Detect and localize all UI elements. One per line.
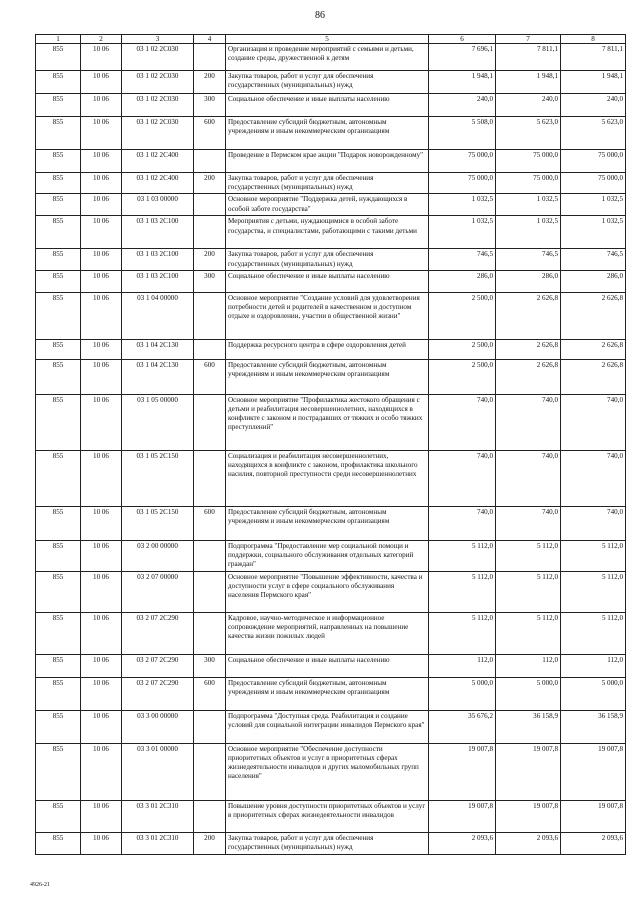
cell-amount-year3: 5 112,0 [561,571,626,612]
cell-target-code: 03 1 02 2C030 [122,94,194,117]
cell-amount-year1: 2 500,0 [429,339,496,359]
cell-amount-year2: 2 626,8 [496,339,561,359]
cell-amount-year1: 5 000,0 [429,677,496,710]
cell-amount-year3: 5 623,0 [561,117,626,150]
cell-amount-year2: 19 007,8 [496,800,561,832]
cell-expense-type [194,710,226,743]
cell-amount-year1: 2 500,0 [429,292,496,339]
cell-expense-type [194,44,226,71]
cell-description: Закупка товаров, работ и услуг для обеспечения государственных (муниципальных) нужд [226,173,429,194]
cell-amount-year3: 2 626,8 [561,292,626,339]
cell-target-code: 03 1 05 2C150 [122,506,194,540]
cell-section-code: 10 06 [81,654,122,677]
cell-amount-year3: 19 007,8 [561,800,626,832]
cell-section-code: 10 06 [81,677,122,710]
cell-amount-year1: 1 032,5 [429,216,496,249]
cell-target-code: 03 1 02 2C030 [122,117,194,150]
table-row [36,117,626,150]
cell-target-code: 03 3 01 2C310 [122,832,194,854]
column-number-row [36,35,626,44]
cell-admin-code: 855 [36,710,81,743]
cell-amount-year1: 35 676,2 [429,710,496,743]
cell-section-code: 10 06 [81,394,122,450]
cell-admin-code: 855 [36,394,81,450]
cell-section-code: 10 06 [81,612,122,654]
cell-section-code: 10 06 [81,832,122,854]
cell-section-code: 10 06 [81,339,122,359]
cell-amount-year2: 240,0 [496,94,561,117]
cell-target-code: 03 1 02 2C030 [122,44,194,71]
cell-target-code: 03 2 07 2C290 [122,654,194,677]
cell-amount-year3: 746,5 [561,249,626,270]
cell-amount-year2: 19 007,8 [496,743,561,800]
cell-admin-code: 855 [36,450,81,506]
table-row [36,292,626,339]
cell-description: Закупка товаров, работ и услуг для обеспечения государственных (муниципальных) нужд [226,71,429,94]
cell-admin-code: 855 [36,800,81,832]
cell-section-code: 10 06 [81,506,122,540]
cell-target-code: 03 1 04 2C130 [122,359,194,394]
table-row [36,249,626,270]
cell-target-code: 03 1 02 2C400 [122,150,194,173]
table-header [36,35,626,44]
cell-description: Проведение в Пермском крае акции "Подарок новорожденному" [226,150,429,173]
cell-target-code: 03 3 00 00000 [122,710,194,743]
column-header: 3 [122,35,194,44]
cell-amount-year3: 75 000,0 [561,173,626,194]
cell-amount-year2: 740,0 [496,506,561,540]
cell-description: Основное мероприятие "Профилактика жестокого обращения с детьми и реабилитация несовершеннолетних, находящихся в конфликте с законом и пострадавших от тяжких и особо тяжких преступлений" [226,394,429,450]
cell-target-code: 03 1 03 2C100 [122,249,194,270]
cell-target-code: 03 1 04 00000 [122,292,194,339]
cell-amount-year3: 740,0 [561,394,626,450]
cell-amount-year3: 2 626,8 [561,339,626,359]
cell-section-code: 10 06 [81,44,122,71]
cell-description: Мероприятия с детьми, нуждающимися в особой заботе государства, и специалистами, работающими с такими детьми [226,216,429,249]
cell-target-code: 03 1 03 00000 [122,194,194,216]
cell-amount-year1: 746,5 [429,249,496,270]
cell-target-code: 03 1 05 00000 [122,394,194,450]
cell-target-code: 03 3 01 00000 [122,743,194,800]
cell-target-code: 03 1 03 2C100 [122,216,194,249]
cell-amount-year1: 112,0 [429,654,496,677]
cell-admin-code: 855 [36,71,81,94]
cell-admin-code: 855 [36,832,81,854]
cell-amount-year3: 19 007,8 [561,743,626,800]
cell-admin-code: 855 [36,173,81,194]
cell-admin-code: 855 [36,44,81,71]
column-header: 5 [226,35,429,44]
column-header: 4 [194,35,226,44]
cell-description: Поддержка ресурсного центра в сфере оздоровления детей [226,339,429,359]
cell-amount-year1: 1 948,1 [429,71,496,94]
cell-description: Социальное обеспечение и иные выплаты населению [226,654,429,677]
cell-amount-year2: 1 032,5 [496,216,561,249]
cell-amount-year1: 286,0 [429,270,496,292]
cell-admin-code: 855 [36,743,81,800]
cell-admin-code: 855 [36,654,81,677]
budget-table [35,34,626,855]
page-number: 86 [315,10,325,21]
document-code: 4926-21 [30,882,50,888]
cell-expense-type: 600 [194,677,226,710]
cell-amount-year2: 1 948,1 [496,71,561,94]
cell-admin-code: 855 [36,249,81,270]
cell-amount-year2: 5 112,0 [496,540,561,571]
cell-admin-code: 855 [36,117,81,150]
cell-amount-year3: 5 112,0 [561,612,626,654]
cell-description: Организация и проведение мероприятий с семьями и детьми, создание среды, дружественной к детям [226,44,429,71]
cell-amount-year2: 75 000,0 [496,173,561,194]
cell-admin-code: 855 [36,150,81,173]
cell-target-code: 03 1 02 2C030 [122,71,194,94]
cell-amount-year2: 1 032,5 [496,194,561,216]
cell-expense-type [194,743,226,800]
cell-admin-code: 855 [36,194,81,216]
table-row [36,173,626,194]
cell-amount-year2: 5 000,0 [496,677,561,710]
column-header: 1 [36,35,81,44]
cell-amount-year2: 75 000,0 [496,150,561,173]
cell-amount-year2: 2 093,6 [496,832,561,854]
cell-amount-year2: 5 112,0 [496,571,561,612]
table-row [36,450,626,506]
cell-section-code: 10 06 [81,800,122,832]
cell-amount-year1: 740,0 [429,450,496,506]
column-header: 8 [561,35,626,44]
cell-amount-year1: 5 112,0 [429,612,496,654]
table-row [36,359,626,394]
cell-expense-type [194,150,226,173]
cell-target-code: 03 2 07 2C290 [122,677,194,710]
cell-amount-year2: 7 811,1 [496,44,561,71]
cell-section-code: 10 06 [81,94,122,117]
cell-expense-type [194,216,226,249]
cell-amount-year2: 286,0 [496,270,561,292]
cell-expense-type: 300 [194,94,226,117]
cell-amount-year3: 1 032,5 [561,216,626,249]
cell-description: Предоставление субсидий бюджетным, автономным учреждениям и иным некоммерческим организациям [226,359,429,394]
table-row [36,270,626,292]
table-body [36,44,626,855]
cell-description: Социализация и реабилитация несовершеннолетних, находящихся в конфликте с законом, профилактика школьного насилия, повторной преступности среди несовершеннолетних [226,450,429,506]
table-row [36,800,626,832]
table-row [36,743,626,800]
cell-expense-type [194,800,226,832]
column-header: 2 [81,35,122,44]
table-row [36,339,626,359]
cell-amount-year3: 286,0 [561,270,626,292]
table-row [36,194,626,216]
cell-amount-year2: 5 623,0 [496,117,561,150]
cell-admin-code: 855 [36,571,81,612]
cell-amount-year1: 75 000,0 [429,173,496,194]
cell-amount-year3: 5 112,0 [561,540,626,571]
cell-expense-type: 300 [194,270,226,292]
cell-target-code: 03 1 05 2C150 [122,450,194,506]
cell-expense-type: 600 [194,506,226,540]
cell-expense-type: 200 [194,249,226,270]
cell-amount-year3: 5 000,0 [561,677,626,710]
cell-amount-year1: 5 112,0 [429,540,496,571]
table-row [36,150,626,173]
cell-amount-year3: 740,0 [561,450,626,506]
cell-amount-year3: 75 000,0 [561,150,626,173]
table-row [36,677,626,710]
cell-description: Предоставление субсидий бюджетным, автономным учреждениям и иным некоммерческим организациям [226,117,429,150]
table-row [36,44,626,71]
table-row [36,710,626,743]
cell-amount-year3: 1 948,1 [561,71,626,94]
cell-expense-type: 200 [194,832,226,854]
cell-section-code: 10 06 [81,450,122,506]
cell-expense-type: 200 [194,71,226,94]
cell-target-code: 03 2 07 00000 [122,571,194,612]
cell-description: Предоставление субсидий бюджетным, автономным учреждениям и иным некоммерческим организациям [226,677,429,710]
cell-target-code: 03 1 03 2C100 [122,270,194,292]
column-header: 7 [496,35,561,44]
cell-description: Социальное обеспечение и иные выплаты населению [226,94,429,117]
cell-section-code: 10 06 [81,249,122,270]
cell-target-code: 03 2 00 00000 [122,540,194,571]
table-row [36,612,626,654]
cell-section-code: 10 06 [81,710,122,743]
cell-description: Основное мероприятие "Обеспечение доступности приоритетных объектов и услуг в приоритетных сферах жизнедеятельности инвалидов и других маломобильных групп населения" [226,743,429,800]
cell-admin-code: 855 [36,339,81,359]
cell-section-code: 10 06 [81,540,122,571]
table-row [36,394,626,450]
cell-amount-year1: 2 500,0 [429,359,496,394]
cell-amount-year2: 5 112,0 [496,612,561,654]
cell-description: Основное мероприятие "Создание условий для удовлетворения потребности детей и родителей в качественном и доступном отдыхе и оздоровлении, участии в общественной жизни" [226,292,429,339]
cell-admin-code: 855 [36,359,81,394]
cell-section-code: 10 06 [81,270,122,292]
cell-section-code: 10 06 [81,359,122,394]
cell-amount-year1: 19 007,8 [429,743,496,800]
cell-description: Закупка товаров, работ и услуг для обеспечения государственных (муниципальных) нужд [226,832,429,854]
cell-expense-type [194,612,226,654]
cell-amount-year1: 740,0 [429,506,496,540]
cell-admin-code: 855 [36,612,81,654]
cell-expense-type [194,292,226,339]
cell-expense-type: 200 [194,173,226,194]
cell-description: Предоставление субсидий бюджетным, автономным учреждениям и иным некоммерческим организациям [226,506,429,540]
cell-amount-year2: 2 626,8 [496,292,561,339]
cell-section-code: 10 06 [81,292,122,339]
cell-amount-year2: 740,0 [496,450,561,506]
cell-admin-code: 855 [36,292,81,339]
cell-amount-year1: 5 112,0 [429,571,496,612]
cell-admin-code: 855 [36,94,81,117]
cell-section-code: 10 06 [81,173,122,194]
column-header: 6 [429,35,496,44]
cell-amount-year1: 2 093,6 [429,832,496,854]
cell-description: Основное мероприятие "Поддержка детей, нуждающихся в особой заботе государства" [226,194,429,216]
cell-amount-year2: 2 626,8 [496,359,561,394]
cell-description: Основное мероприятие "Повышение эффективности, качества и доступности услуг в сфере социального обслуживания населения Пермского края" [226,571,429,612]
cell-amount-year3: 1 032,5 [561,194,626,216]
cell-description: Повышение уровня доступности приоритетных объектов и услуг в приоритетных сферах жизнедеятельности инвалидов [226,800,429,832]
cell-amount-year2: 740,0 [496,394,561,450]
cell-amount-year3: 7 811,1 [561,44,626,71]
cell-description: Закупка товаров, работ и услуг для обеспечения государственных (муниципальных) нужд [226,249,429,270]
cell-amount-year1: 740,0 [429,394,496,450]
cell-admin-code: 855 [36,506,81,540]
cell-amount-year2: 112,0 [496,654,561,677]
cell-description: Подпрограмма "Предоставление мер социальной помощи и поддержки, социального обслуживания отдельных категорий граждан" [226,540,429,571]
cell-amount-year3: 2 093,6 [561,832,626,854]
cell-amount-year1: 240,0 [429,94,496,117]
cell-amount-year1: 7 696,1 [429,44,496,71]
table-row [36,216,626,249]
cell-amount-year3: 112,0 [561,654,626,677]
table-row [36,506,626,540]
cell-amount-year1: 5 508,0 [429,117,496,150]
cell-section-code: 10 06 [81,194,122,216]
cell-expense-type [194,339,226,359]
cell-section-code: 10 06 [81,216,122,249]
cell-amount-year2: 746,5 [496,249,561,270]
cell-target-code: 03 1 02 2C400 [122,173,194,194]
cell-description: Подпрограмма "Доступная среда. Реабилитация и создание условий для социальной интеграции инвалидов Пермского края" [226,710,429,743]
cell-section-code: 10 06 [81,71,122,94]
cell-expense-type [194,450,226,506]
cell-amount-year3: 740,0 [561,506,626,540]
cell-admin-code: 855 [36,677,81,710]
cell-amount-year3: 2 626,8 [561,359,626,394]
table-row [36,571,626,612]
cell-expense-type [194,394,226,450]
cell-section-code: 10 06 [81,743,122,800]
cell-admin-code: 855 [36,270,81,292]
cell-amount-year1: 1 032,5 [429,194,496,216]
cell-expense-type [194,571,226,612]
cell-target-code: 03 1 04 2C130 [122,339,194,359]
cell-target-code: 03 2 07 2C290 [122,612,194,654]
cell-amount-year3: 36 158,9 [561,710,626,743]
cell-admin-code: 855 [36,216,81,249]
cell-amount-year2: 36 158,9 [496,710,561,743]
cell-target-code: 03 3 01 2C310 [122,800,194,832]
cell-section-code: 10 06 [81,117,122,150]
cell-amount-year1: 75 000,0 [429,150,496,173]
cell-amount-year3: 240,0 [561,94,626,117]
cell-amount-year1: 19 007,8 [429,800,496,832]
cell-expense-type [194,194,226,216]
table-row [36,71,626,94]
table-row [36,94,626,117]
cell-admin-code: 855 [36,540,81,571]
cell-description: Кадровое, научно-методическое и информационное сопровождение мероприятий, направленных на повышение качества жизни пожилых людей [226,612,429,654]
cell-expense-type: 300 [194,654,226,677]
table-row [36,654,626,677]
cell-expense-type: 600 [194,117,226,150]
cell-section-code: 10 06 [81,150,122,173]
cell-expense-type [194,540,226,571]
cell-section-code: 10 06 [81,571,122,612]
table-row [36,540,626,571]
table-row [36,832,626,854]
cell-description: Социальное обеспечение и иные выплаты населению [226,270,429,292]
cell-expense-type: 600 [194,359,226,394]
